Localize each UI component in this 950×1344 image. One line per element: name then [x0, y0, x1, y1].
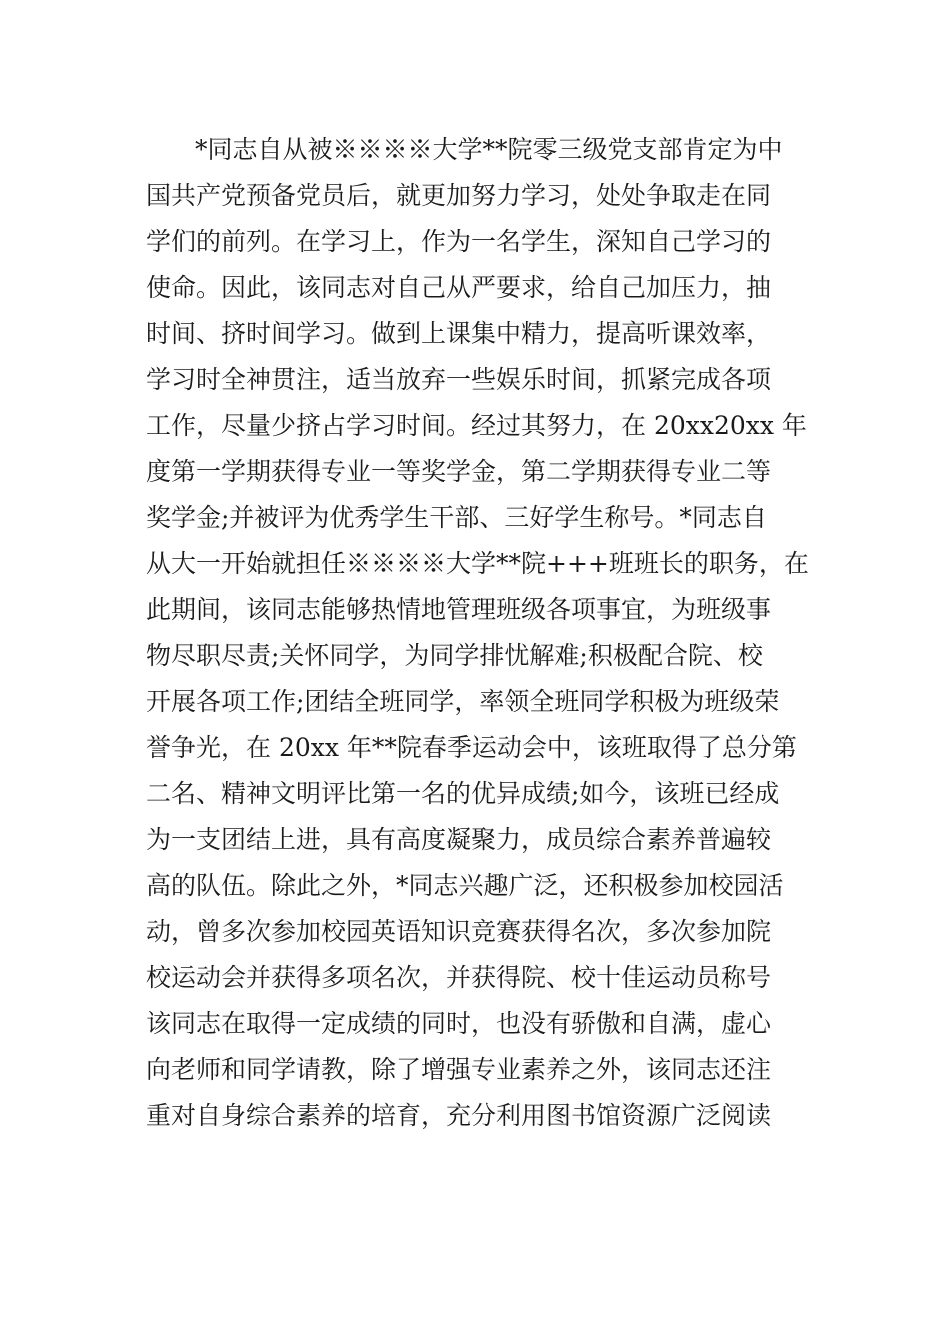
text-line: 二名、精神文明评比第一名的优异成绩;如今，该班已经成 [146, 779, 780, 808]
text-line: 度第一学期获得专业一等奖学金，第二学期获得专业二等 [146, 457, 772, 486]
text-line: 重对自身综合素养的培育，充分利用图书馆资源广泛阅读 [146, 1101, 772, 1130]
text-line: 时间、挤时间学习。做到上课集中精力，提高听课效率， [146, 319, 772, 348]
text-line: 从大一开始就担任※※※※大学**院+++班班长的职务，在 [146, 549, 809, 578]
text-line: 工作，尽量少挤占学习时间。经过其努力，在 20xx20xx 年 [146, 411, 807, 440]
text-line: 使命。因此，该同志对自己从严要求，给自己加压力，抽 [146, 273, 772, 302]
text-line: 动，曾多次参加校园英语知识竞赛获得名次，多次参加院 [146, 917, 772, 946]
text-line: 国共产党预备党员后，就更加努力学习，处处争取走在同 [146, 181, 772, 210]
text-line: 校运动会并获得多项名次，并获得院、校十佳运动员称号 [146, 963, 772, 992]
text-line: 此期间，该同志能够热情地管理班级各项事宜，为班级事 [146, 595, 772, 624]
text-line: *同志自从被※※※※大学**院零三级党支部肯定为中 [195, 135, 783, 164]
text-line: 高的队伍。除此之外，*同志兴趣广泛，还积极参加校园活 [146, 871, 784, 900]
text-line: 学习时全神贯注，适当放弃一些娱乐时间，抓紧完成各项 [146, 365, 772, 394]
text-line: 向老师和同学请教，除了增强专业素养之外，该同志还注 [146, 1055, 772, 1084]
text-line: 为一支团结上进，具有高度凝聚力，成员综合素养普遍较 [146, 825, 772, 854]
text-line: 学们的前列。在学习上，作为一名学生，深知自己学习的 [146, 227, 772, 256]
text-line: 誉争光，在 20xx 年**院春季运动会中，该班取得了总分第 [146, 733, 797, 762]
text-line: 物尽职尽责;关怀同学，为同学排忧解难;积极配合院、校 [146, 641, 763, 670]
text-line: 该同志在取得一定成绩的同时，也没有骄傲和自满，虚心 [146, 1009, 772, 1038]
body-paragraph [146, 127, 816, 1139]
text-line: 奖学金;并被评为优秀学生干部、三好学生称号。*同志自 [146, 503, 767, 532]
text-line: 开展各项工作;团结全班同学，率领全班同学积极为班级荣 [146, 687, 780, 716]
